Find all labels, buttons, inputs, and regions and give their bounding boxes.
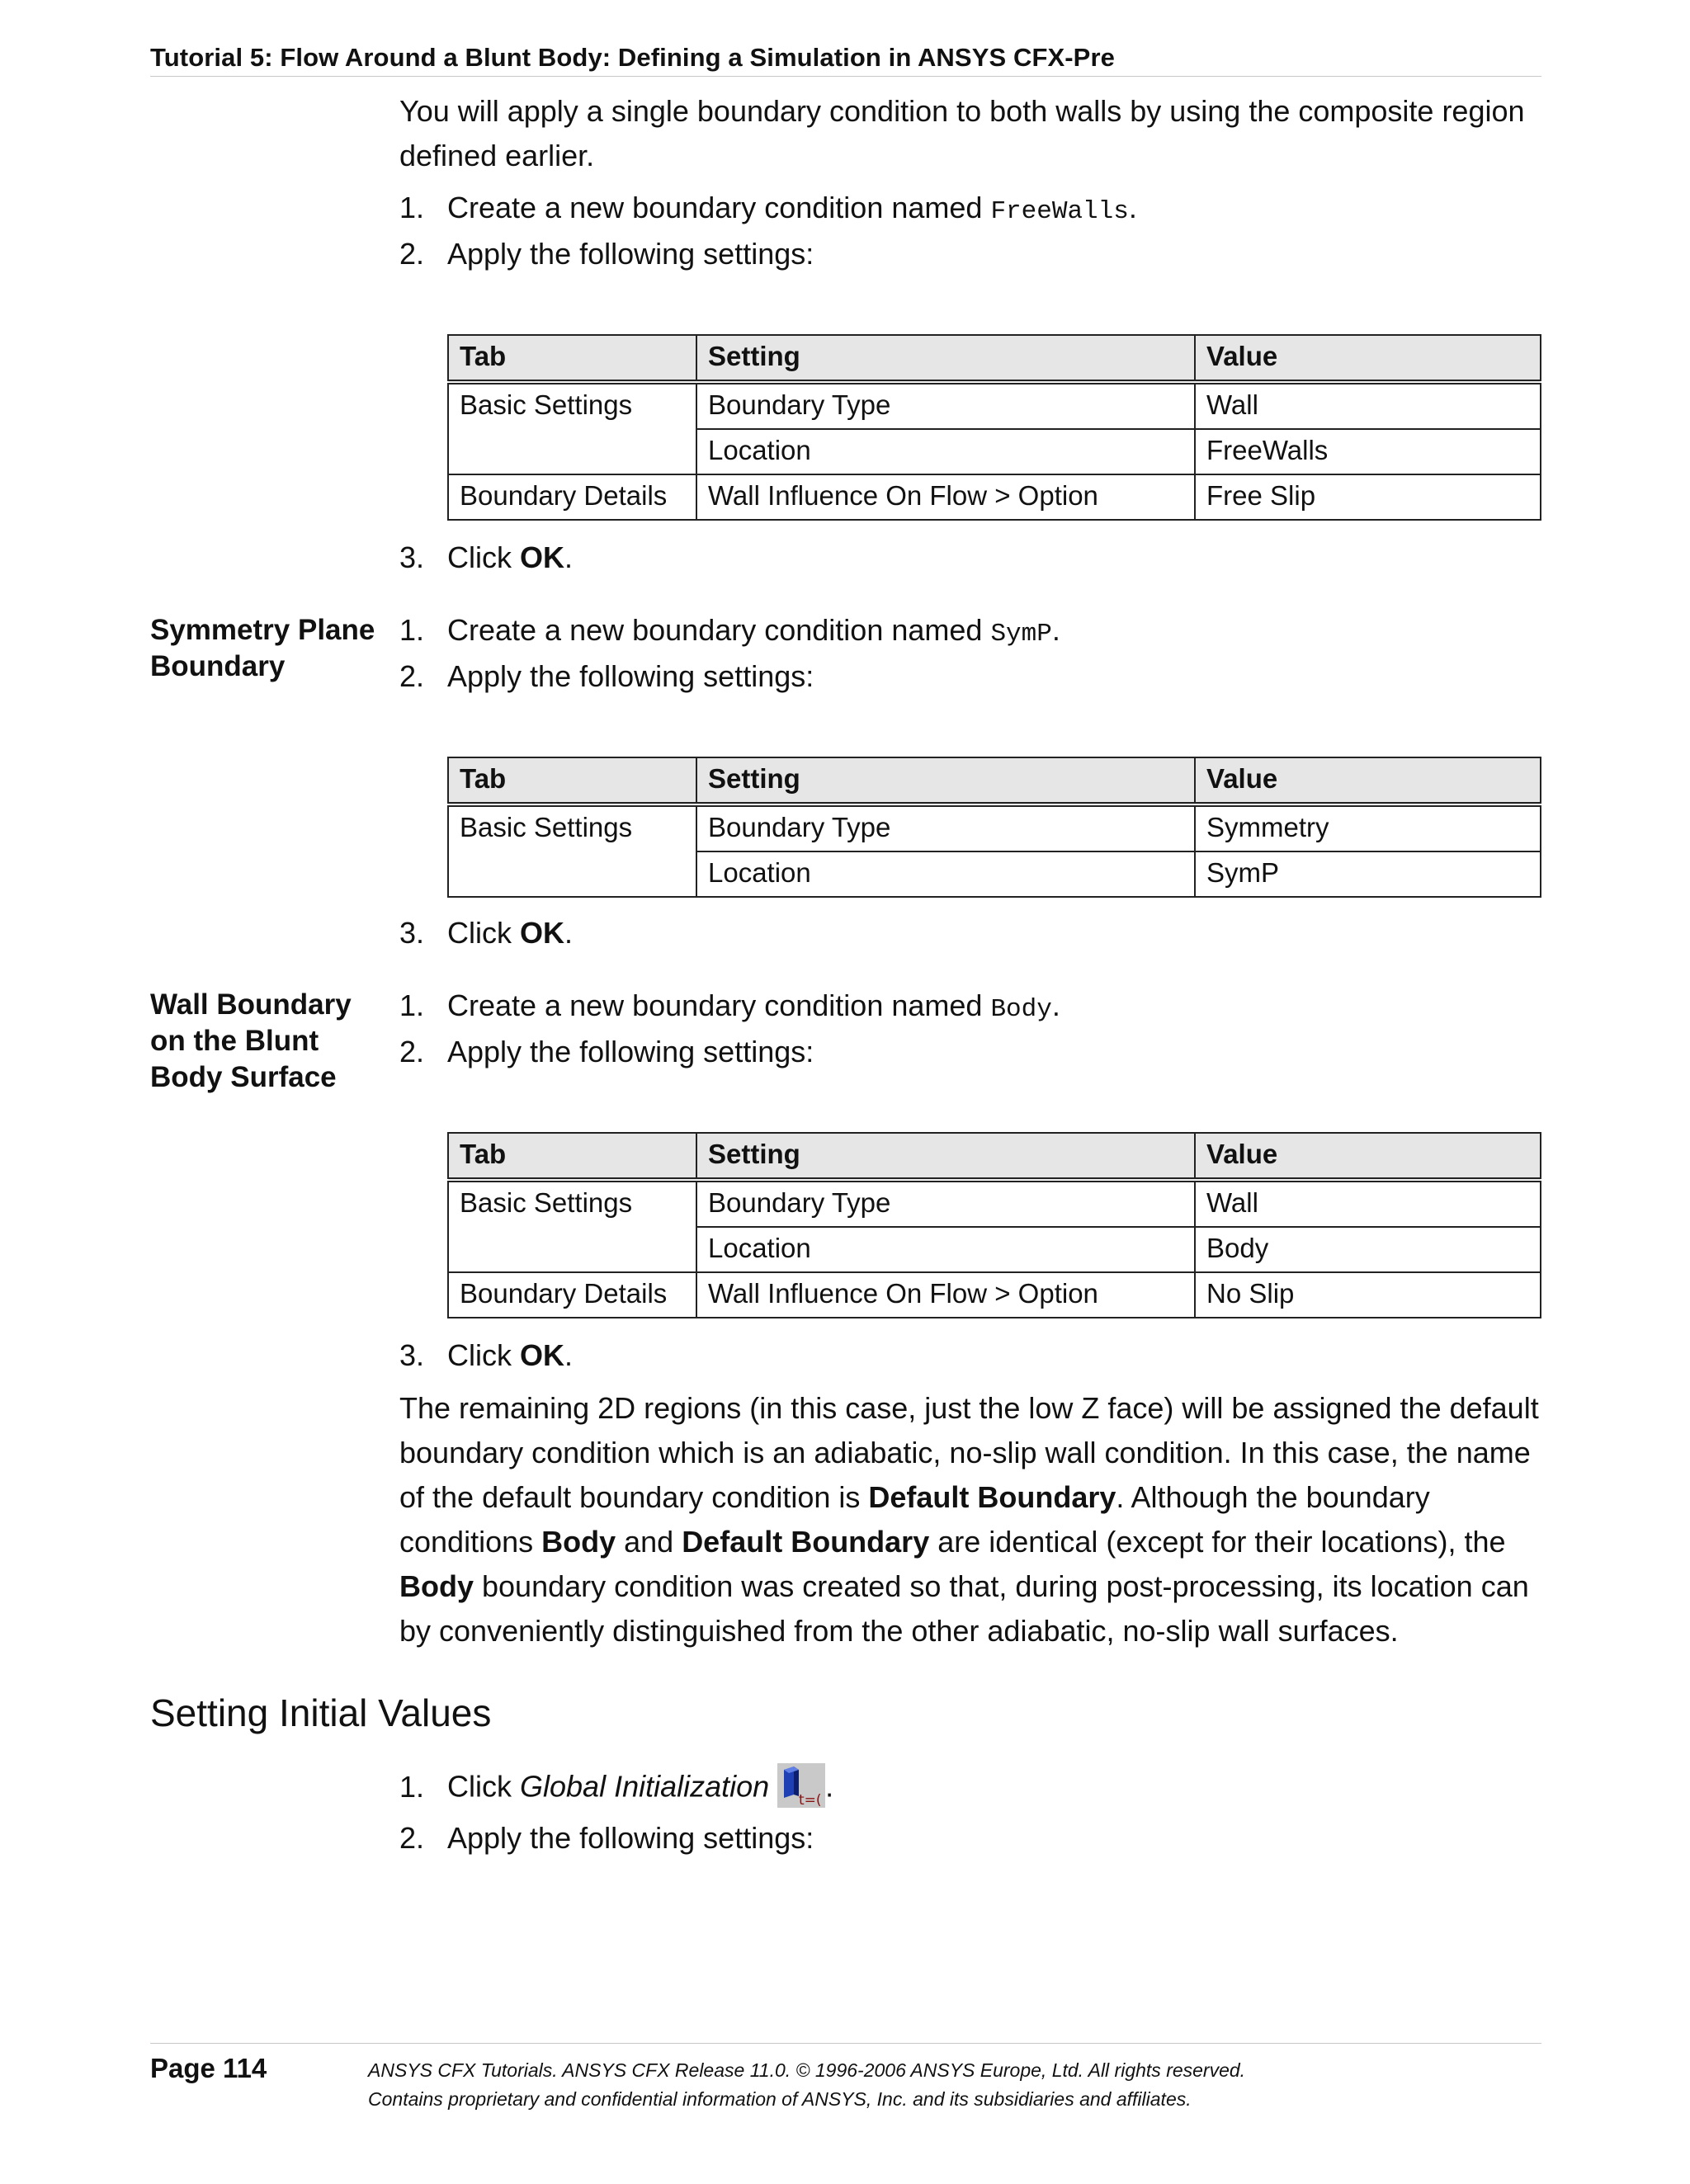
cell-value: Body xyxy=(1195,1227,1541,1272)
intro-paragraph: You will apply a single boundary condition to both walls by using the composite region defined earlier. xyxy=(399,94,1525,172)
header-setting: Setting xyxy=(696,1133,1195,1180)
label-line: on the Blunt xyxy=(150,1025,319,1057)
step-text: Click xyxy=(447,540,520,574)
text-run: . Although the boundary conditions xyxy=(399,1480,1430,1559)
table-row xyxy=(448,382,1541,429)
step-number: 1. xyxy=(399,613,425,647)
cell-setting: Location xyxy=(696,851,1195,897)
cell-setting: Wall Influence On Flow > Option xyxy=(696,1272,1195,1318)
cell-value: Free Slip xyxy=(1195,474,1541,520)
table-row xyxy=(448,1180,1541,1227)
freewalls-step-2 xyxy=(399,234,814,274)
ok-label: OK xyxy=(520,916,564,950)
symmetry-step-1 xyxy=(399,611,1060,654)
cell-value: SymP xyxy=(1195,851,1541,897)
label-line: Body Surface xyxy=(150,1061,337,1093)
init-step-1 xyxy=(399,1767,833,1811)
cell-setting: Boundary Type xyxy=(696,382,1195,429)
step-number: 2. xyxy=(399,237,425,271)
step-number: 3. xyxy=(399,540,425,574)
step-period: . xyxy=(1128,191,1137,224)
section-label-body-wall xyxy=(150,987,389,1096)
footer-divider xyxy=(150,2043,1541,2044)
step-text: Click xyxy=(447,916,520,950)
symmetry-step-3 xyxy=(399,913,573,953)
label-line: Boundary xyxy=(150,650,286,682)
step-text: Apply the following settings: xyxy=(447,659,814,693)
global-initialization-label: Global Initialization xyxy=(520,1769,770,1804)
step-number: 2. xyxy=(399,659,425,693)
step-period: . xyxy=(1051,613,1060,647)
header-value: Value xyxy=(1195,1133,1541,1180)
step-number: 2. xyxy=(399,1821,425,1855)
step-text: Apply the following settings: xyxy=(447,1035,814,1068)
code-symp: SymP xyxy=(990,620,1052,649)
cell-tab: Basic Settings xyxy=(448,382,696,474)
step-period: . xyxy=(564,916,574,950)
table-header-row xyxy=(448,757,1541,804)
step-text: Apply the following settings: xyxy=(447,1821,814,1855)
code-freewalls: FreeWalls xyxy=(990,197,1129,226)
body-step-3 xyxy=(399,1336,573,1375)
text-run: and xyxy=(616,1525,682,1559)
label-line: Wall Boundary xyxy=(150,988,352,1021)
symmetry-settings-table xyxy=(447,757,1541,898)
cell-setting: Boundary Type xyxy=(696,1180,1195,1227)
body-step-1 xyxy=(399,986,1060,1030)
cell-value: Wall xyxy=(1195,1180,1541,1227)
cell-value: No Slip xyxy=(1195,1272,1541,1318)
bold-default-boundary: Default Boundary xyxy=(682,1525,930,1559)
step-number: 3. xyxy=(399,1338,425,1372)
cell-tab: Boundary Details xyxy=(448,1272,696,1318)
bold-body: Body xyxy=(541,1525,616,1559)
cell-setting: Wall Influence On Flow > Option xyxy=(696,474,1195,520)
cell-setting: Location xyxy=(696,1227,1195,1272)
header-tab: Tab xyxy=(448,757,696,804)
table-header-row xyxy=(448,1133,1541,1180)
step-number: 2. xyxy=(399,1035,425,1068)
cell-tab: Basic Settings xyxy=(448,1180,696,1272)
page-number: Page 114 xyxy=(150,2053,267,2083)
table-row xyxy=(448,1272,1541,1318)
step-period: . xyxy=(564,1338,574,1372)
text-run: The remaining 2D regions (in this case, just the low Z face) will be assigned the default boundary condition which is an adiabatic, no-slip wall condition. In this case, the name of the default boundary condition is xyxy=(399,1391,1539,1514)
footer-confidentiality: Contains proprietary and confidential information of ANSYS, Inc. and its subsidiaries and affiliates. xyxy=(368,2088,1192,2110)
footer-copyright: ANSYS CFX Tutorials. ANSYS CFX Release 11.0. © 1996-2006 ANSYS Europe, Ltd. All rights reserved. xyxy=(368,2059,1246,2081)
step-number: 3. xyxy=(399,916,425,950)
cell-setting: Boundary Type xyxy=(696,804,1195,851)
init-step-2 xyxy=(399,1818,814,1858)
bold-default-boundary: Default Boundary xyxy=(868,1480,1116,1514)
step-period: . xyxy=(825,1769,834,1804)
cell-value: FreeWalls xyxy=(1195,429,1541,474)
svg-text:t=(: t=( xyxy=(799,1792,822,1808)
header-setting: Setting xyxy=(696,757,1195,804)
body-step-2 xyxy=(399,1032,814,1072)
remaining-regions-paragraph xyxy=(399,1386,1546,1653)
section-heading-initial-values: Setting Initial Values xyxy=(150,1691,492,1734)
step-text: Click xyxy=(447,1338,520,1372)
page-header-title: Tutorial 5: Flow Around a Blunt Body: Defining a Simulation in ANSYS CFX-Pre xyxy=(150,43,1115,72)
ok-label: OK xyxy=(520,1338,564,1372)
global-initialization-icon[interactable] xyxy=(777,1763,825,1808)
header-value: Value xyxy=(1195,757,1541,804)
header-tab: Tab xyxy=(448,1133,696,1180)
step-number: 1. xyxy=(399,1769,425,1804)
step-text: Create a new boundary condition named xyxy=(447,988,991,1022)
header-value: Value xyxy=(1195,335,1541,382)
cell-tab: Basic Settings xyxy=(448,804,696,897)
bold-body: Body xyxy=(399,1569,474,1603)
ok-label: OK xyxy=(520,540,564,574)
step-period: . xyxy=(1051,988,1060,1022)
freewalls-step-3 xyxy=(399,538,573,578)
body-settings-table xyxy=(447,1132,1541,1318)
freewalls-step-1 xyxy=(399,188,1137,232)
step-text: Apply the following settings: xyxy=(447,237,814,271)
header-tab: Tab xyxy=(448,335,696,382)
table-header-row xyxy=(448,335,1541,382)
step-period: . xyxy=(564,540,574,574)
header-setting: Setting xyxy=(696,335,1195,382)
header-divider xyxy=(150,76,1541,77)
step-text: Click xyxy=(447,1769,520,1804)
step-text: Create a new boundary condition named xyxy=(447,191,991,224)
label-line: Symmetry Plane xyxy=(150,614,375,646)
step-text: Create a new boundary condition named xyxy=(447,613,991,647)
table-row xyxy=(448,804,1541,851)
code-body: Body xyxy=(990,995,1052,1024)
text-run: are identical (except for their locations), the xyxy=(929,1525,1506,1559)
table-row xyxy=(448,474,1541,520)
step-number: 1. xyxy=(399,191,425,224)
text-run: boundary condition was created so that, during post-processing, its location can by conveniently distinguished from the other adiabatic, no-slip wall surfaces. xyxy=(399,1569,1529,1648)
cell-setting: Location xyxy=(696,429,1195,474)
step-number: 1. xyxy=(399,988,425,1022)
cell-value: Wall xyxy=(1195,382,1541,429)
cell-value: Symmetry xyxy=(1195,804,1541,851)
cell-tab: Boundary Details xyxy=(448,474,696,520)
freewalls-settings-table xyxy=(447,334,1541,521)
section-label-symmetry xyxy=(150,612,389,685)
symmetry-step-2 xyxy=(399,657,814,696)
